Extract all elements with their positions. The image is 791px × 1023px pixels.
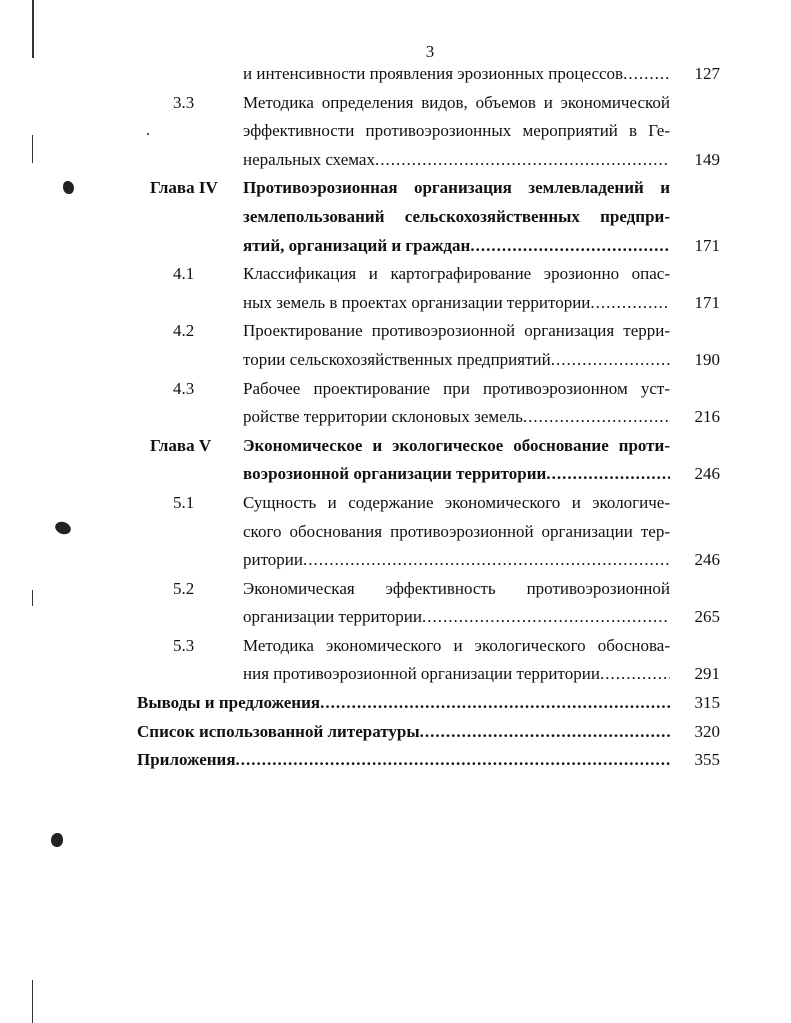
toc-entry-appendices bbox=[0, 746, 791, 775]
toc-entry-text: Классификация и картографирование эрозионно опас- bbox=[243, 264, 670, 284]
toc-entry-text: воэрозионной организации территории bbox=[243, 464, 547, 484]
dot-leader bbox=[420, 718, 670, 747]
toc-entry-5-3 bbox=[0, 632, 791, 689]
toc-entry-text: неральных схемах bbox=[243, 149, 375, 169]
toc-entry-text: и интенсивности проявления эрозионных процессов bbox=[243, 64, 624, 83]
toc-entry-4-2 bbox=[0, 317, 791, 374]
section-number: 4.3 bbox=[173, 378, 195, 398]
toc-entry-text: ния противоэрозионной организации территории bbox=[243, 664, 600, 684]
toc-entry-references bbox=[0, 718, 791, 747]
toc-entry-4-3 bbox=[0, 375, 791, 432]
section-number: 4.1 bbox=[173, 264, 195, 284]
section-number: 5.1 bbox=[173, 492, 195, 512]
toc-entry-text: ритории bbox=[243, 550, 303, 570]
toc-entry-3-3 bbox=[0, 89, 791, 175]
toc-entry-text: Выводы и предложения bbox=[137, 693, 321, 713]
toc-entry-text: Сущность и содержание экономического и экологиче- bbox=[243, 492, 670, 512]
toc-page-number: 315 bbox=[694, 693, 720, 713]
toc-entry-text: Рабочее проектирование при противоэрозионном уст- bbox=[243, 378, 670, 398]
dot-leader bbox=[236, 746, 670, 775]
dot-leader bbox=[303, 546, 670, 575]
toc-page-number: 190 bbox=[694, 349, 720, 369]
table-of-contents bbox=[0, 60, 791, 775]
toc-entry-text: ройстве территории склоновых земель bbox=[243, 407, 523, 427]
scan-margin-line bbox=[32, 980, 33, 1023]
toc-entry-text: эффективности противоэрозионных мероприятий в Ге- bbox=[243, 121, 670, 141]
toc-entry-text: Приложения bbox=[137, 750, 236, 770]
toc-entry-5-1 bbox=[0, 489, 791, 575]
toc-entry-text: ных земель в проектах организации территории bbox=[243, 292, 591, 312]
dot-leader bbox=[523, 403, 670, 432]
dot-leader bbox=[551, 346, 670, 375]
section-number: 3.3 bbox=[173, 92, 195, 112]
scan-margin-line bbox=[32, 0, 34, 58]
toc-entry-text: организации территории bbox=[243, 607, 422, 627]
toc-entry-4-1 bbox=[0, 260, 791, 317]
toc-page-number: 246 bbox=[694, 464, 720, 484]
scan-speck bbox=[51, 833, 63, 847]
dot-leader bbox=[546, 460, 670, 489]
toc-page-number: 171 bbox=[694, 292, 720, 312]
toc-entry-text: Список использованной литературы bbox=[137, 721, 420, 741]
toc-entry-text: Экономическая эффективность противоэрозионной bbox=[243, 578, 670, 598]
toc-page-number: 355 bbox=[694, 750, 720, 770]
section-number: 5.3 bbox=[173, 635, 195, 655]
toc-page-number: 291 bbox=[694, 664, 720, 684]
page-number: 3 bbox=[425, 42, 435, 61]
dot-leader bbox=[470, 232, 670, 261]
toc-page-number: 246 bbox=[694, 550, 720, 570]
toc-page-number: 171 bbox=[694, 235, 720, 255]
chapter-number: Глава V bbox=[150, 435, 212, 455]
toc-entry-chapter-5 bbox=[0, 432, 791, 489]
dot-leader bbox=[422, 603, 670, 632]
toc-entry-chapter-4 bbox=[0, 174, 791, 260]
dot-leader bbox=[623, 60, 670, 89]
toc-entry-text: Экономическое и экологическое обоснование проти- bbox=[243, 435, 670, 455]
toc-entry-text: Методика определения видов, объемов и экономической bbox=[243, 92, 670, 112]
dot-leader bbox=[375, 146, 670, 175]
toc-page-number: 127 bbox=[694, 64, 720, 83]
toc-entry-text: тории сельскохозяйственных предприятий bbox=[243, 349, 551, 369]
toc-entry-text: ятий, организаций и граждан bbox=[243, 235, 471, 255]
toc-entry-text: землепользований сельскохозяйственных предпри- bbox=[243, 206, 670, 226]
section-number: 5.2 bbox=[173, 578, 195, 598]
toc-entry-text: Проектирование противоэрозионной организация терри- bbox=[243, 321, 670, 341]
chapter-number: Глава IV bbox=[150, 178, 218, 198]
toc-page-number: 320 bbox=[694, 721, 720, 741]
toc-entry-conclusions bbox=[0, 689, 791, 718]
toc-entry-text: ского обоснования противоэрозионной организации тер- bbox=[243, 521, 670, 541]
toc-entry-continued bbox=[0, 60, 791, 89]
dot-leader bbox=[600, 660, 670, 689]
toc-entry-5-2 bbox=[0, 575, 791, 632]
dot-leader bbox=[320, 689, 670, 718]
toc-entry-text: Методика экономического и экологического обоснова- bbox=[243, 635, 670, 655]
toc-page-number: 216 bbox=[694, 407, 720, 427]
toc-page-number: 149 bbox=[694, 149, 720, 169]
toc-page-number: 265 bbox=[694, 607, 720, 627]
toc-entry-text: Противоэрозионная организация землевладений и bbox=[243, 178, 670, 198]
section-number: 4.2 bbox=[173, 321, 195, 341]
dot-leader bbox=[590, 289, 670, 318]
